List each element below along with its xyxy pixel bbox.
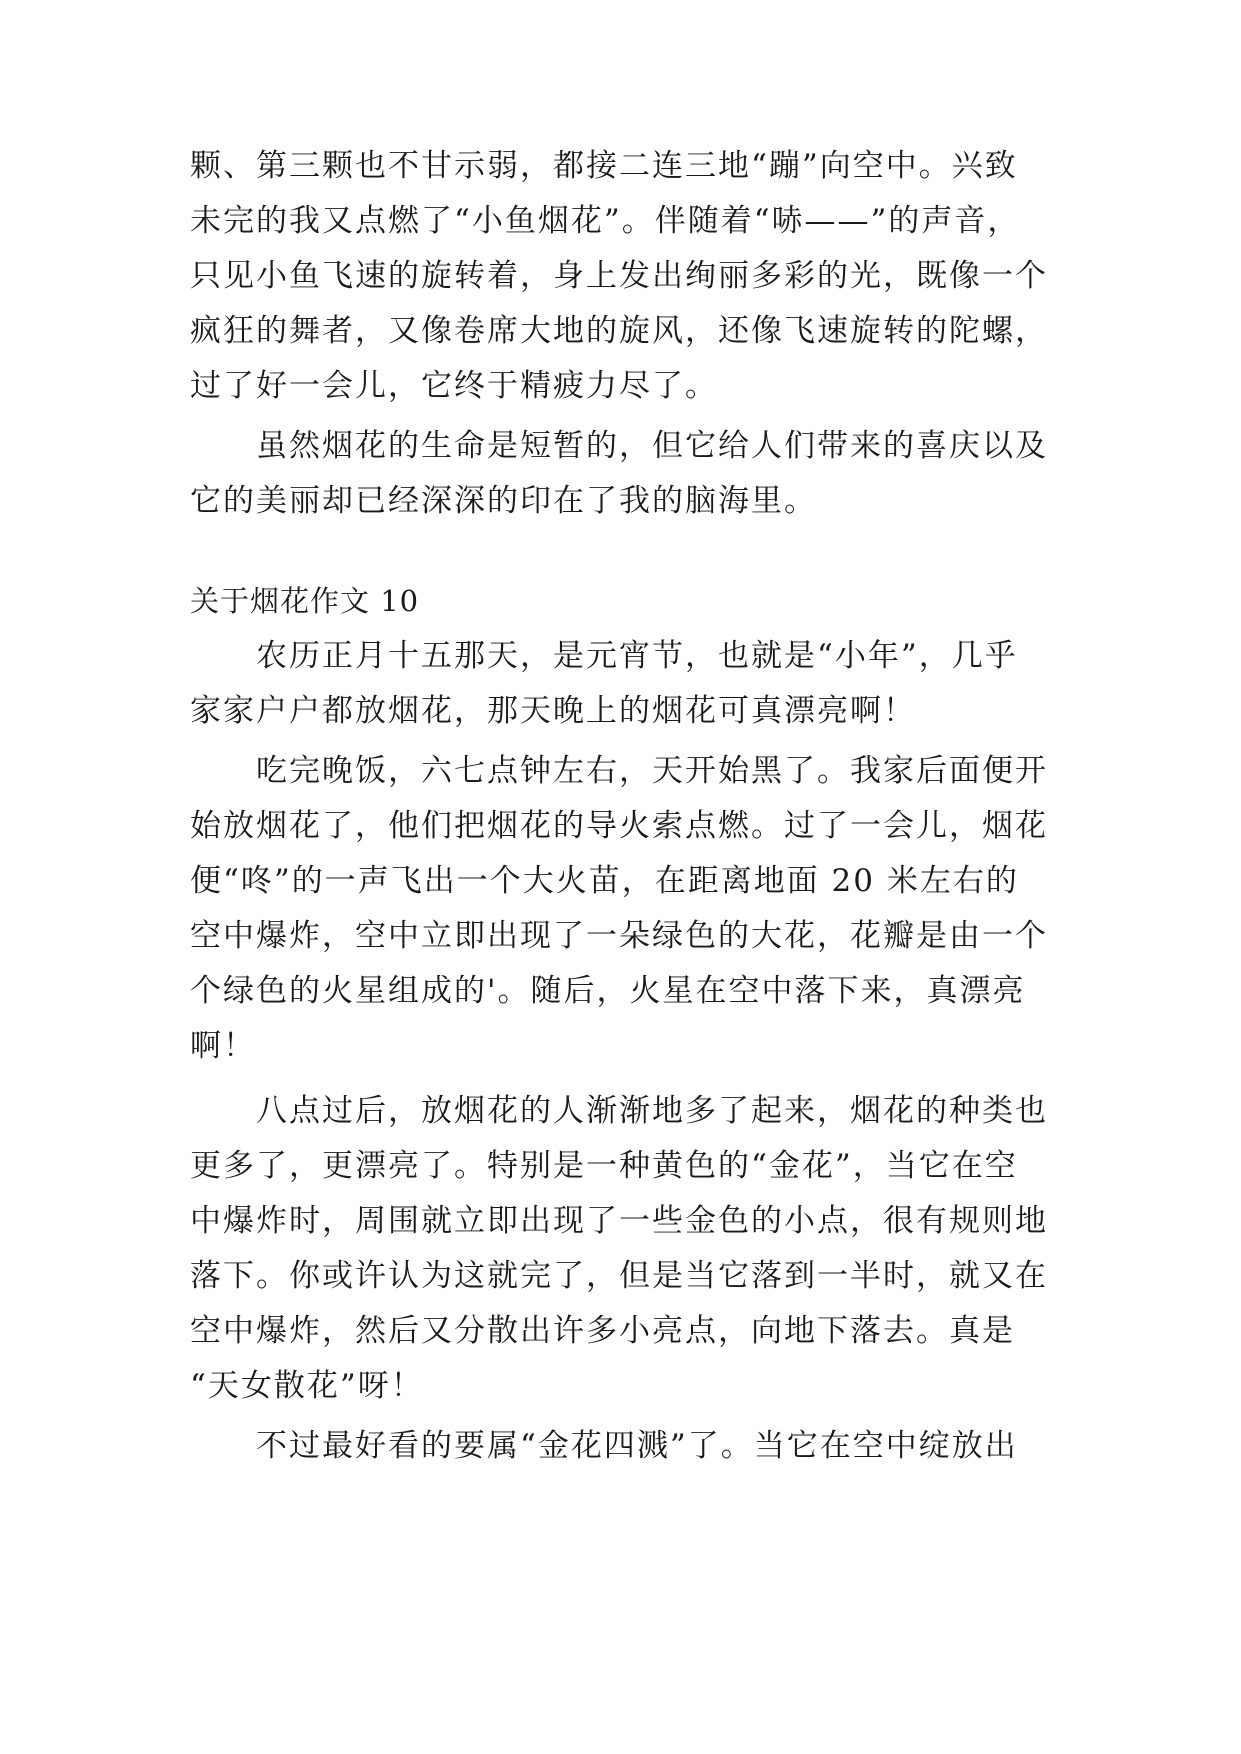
text-line: 疯狂的舞者，又像卷席大地的旋风，还像飞速旋转的陀螺， — [190, 313, 1048, 349]
text-line: 过了好一会儿，它终于精疲力尽了。 — [190, 368, 718, 404]
text-line: 它的美丽却已经深深的印在了我的脑海里。 — [190, 483, 817, 519]
text-line: 更多了，更漂亮了。特别是一种黄色的“金花”，当它在空 — [190, 1148, 1018, 1184]
text-line: “天女散花”呀！ — [190, 1368, 424, 1404]
text-line: 未完的我又点燃了“小鱼烟花”。伴随着“哧——”的声音， — [190, 203, 1021, 239]
text-line: 落下。你或许认为这就完了，但是当它落到一半时，就又在 — [190, 1258, 1048, 1294]
section-heading: 关于烟花作文 10 — [190, 584, 420, 618]
text-line: 个绿色的火星组成的'。随后，火星在空中落下来，真漂亮 — [190, 973, 1026, 1009]
text-line: 只见小鱼飞速的旋转着，身上发出绚丽多彩的光，既像一个 — [190, 258, 1048, 294]
text-line: 便“咚”的一声飞出一个大火苗，在距离地面 20 米左右的 — [190, 863, 1019, 899]
text-line: 家家户户都放烟花，那天晚上的烟花可真漂亮啊！ — [190, 693, 916, 729]
text-line: 啊！ — [190, 1028, 256, 1064]
text-line: 不过最好看的要属“金花四溅”了。当它在空中绽放出 — [256, 1428, 1018, 1464]
text-line: 始放烟花了，他们把烟花的导火索点燃。过了一会儿，烟花 — [190, 808, 1048, 844]
text-line: 空中爆炸，然后又分散出许多小亮点，向地下落去。真是 — [190, 1313, 1015, 1349]
text-line: 八点过后，放烟花的人渐渐地多了起来，烟花的种类也 — [256, 1093, 1048, 1129]
text-line: 中爆炸时，周围就立即出现了一些金色的小点，很有规则地 — [190, 1203, 1048, 1239]
text-line: 空中爆炸，空中立即出现了一朵绿色的大花，花瓣是由一个 — [190, 918, 1048, 954]
text-line: 吃完晚饭，六七点钟左右，天开始黑了。我家后面便开 — [256, 753, 1048, 789]
text-line: 虽然烟花的生命是短暂的，但它给人们带来的喜庆以及 — [256, 428, 1048, 464]
text-line: 农历正月十五那天，是元宵节，也就是“小年”，几乎 — [256, 638, 1018, 674]
text-line: 颗、第三颗也不甘示弱，都接二连三地“蹦”向空中。兴致 — [190, 148, 1018, 184]
